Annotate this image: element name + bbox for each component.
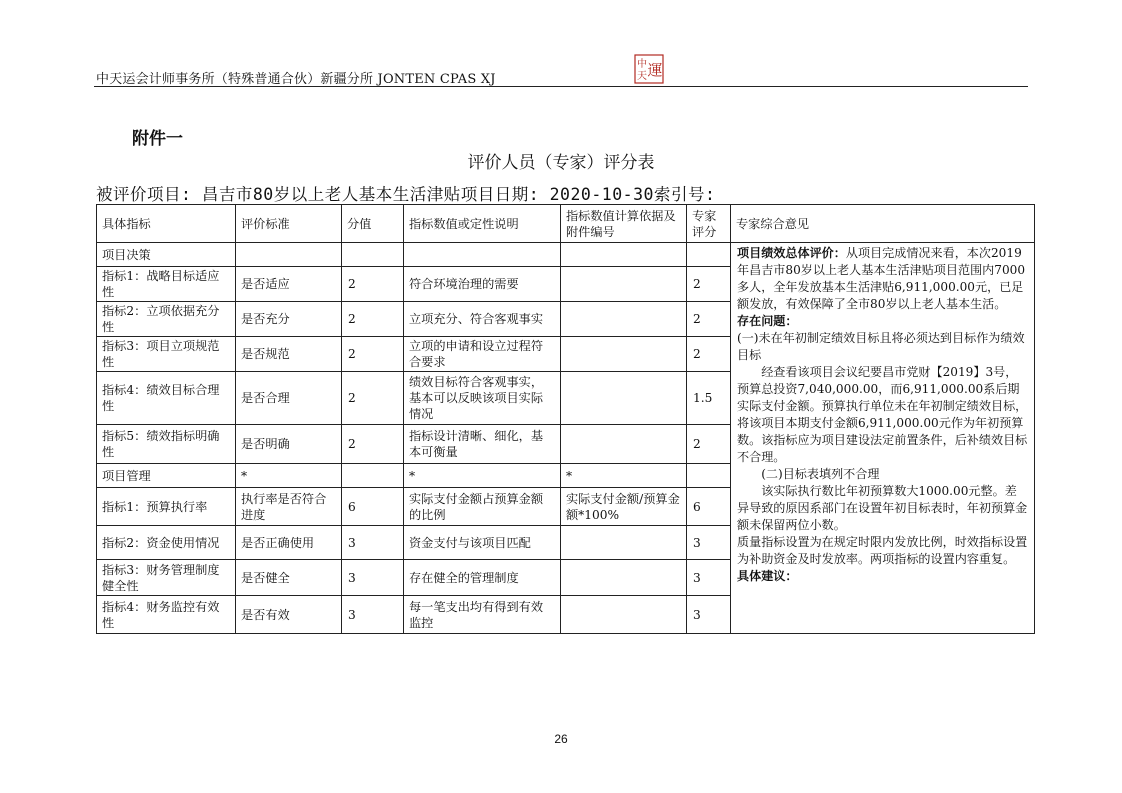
cell-score	[687, 464, 731, 488]
cell-indicator: 项目管理	[97, 464, 236, 488]
issue2-text: 该实际执行数比年初预算数大1000.00元整。差异导致的原因系部门在设置年初目标表时，年初预算金额未保留两位小数。	[737, 484, 1028, 532]
project-info-line: 被评价项目: 昌吉市80岁以上老人基本生活津贴项目日期: 2020-10-30索引号:	[96, 185, 716, 204]
header-expert-score: 专家评分	[687, 205, 731, 243]
cell-calc-basis: 实际支付金额/预算金额*100%	[561, 488, 687, 526]
cell-score	[687, 243, 731, 267]
cell-description: 符合环境治理的需要	[404, 267, 561, 302]
header-calc-basis: 指标数值计算依据及附件编号	[561, 205, 687, 243]
cell-indicator: 项目决策	[97, 243, 236, 267]
cell-description: 立项的申请和设立过程符合要求	[404, 337, 561, 372]
cell-score: 2	[687, 337, 731, 372]
cell-description: 资金支付与该项目匹配	[404, 526, 561, 560]
cell-description: 指标设计清晰、细化，基本可衡量	[404, 425, 561, 464]
cell-standard: 是否明确	[236, 425, 342, 464]
cell-points: 2	[342, 267, 404, 302]
header-divider	[94, 86, 1028, 87]
cell-standard: 是否正确使用	[236, 526, 342, 560]
cell-calc-basis: *	[561, 464, 687, 488]
summary-label: 项目绩效总体评价：	[737, 246, 846, 260]
cell-calc-basis	[561, 302, 687, 337]
firm-logo-icon	[634, 54, 664, 84]
cell-indicator: 指标5：绩效指标明确性	[97, 425, 236, 464]
cell-indicator: 指标1：预算执行率	[97, 488, 236, 526]
summary-text: 从项目完成情况来看，本次2019年昌吉市80岁以上老人基本生活津贴项目范围内7000多人，全年发放基本生活津贴6,911,000.00元，已足额发放，有效保障了全市80岁以上老人基本生活。	[737, 246, 1026, 311]
cell-indicator: 指标1：战略目标适应性	[97, 267, 236, 302]
cell-standard: 是否健全	[236, 560, 342, 596]
header-standard: 评价标准	[236, 205, 342, 243]
cell-score: 3	[687, 596, 731, 634]
logo-char: 天	[637, 71, 647, 82]
cell-standard: 执行率是否符合进度	[236, 488, 342, 526]
cell-standard: 是否规范	[236, 337, 342, 372]
cell-points: 3	[342, 596, 404, 634]
cell-description: 立项充分、符合客观事实	[404, 302, 561, 337]
cell-calc-basis	[561, 526, 687, 560]
cell-indicator: 指标4：绩效目标合理性	[97, 372, 236, 425]
issue3-text: 质量指标设置为在规定时限内发放比例，时效指标设置为补助资金及时发放率。两项指标的设置内容重复。	[737, 535, 1028, 566]
firm-header: 中天运会计师事务所（特殊普通合伙）新疆分所 JONTEN CPAS XJ	[96, 72, 496, 87]
attachment-title: 附件一	[132, 129, 183, 149]
advice-label: 具体建议：	[737, 569, 798, 583]
cell-points: 2	[342, 337, 404, 372]
cell-indicator: 指标4：财务监控有效性	[97, 596, 236, 634]
table-header-row	[97, 205, 1035, 243]
cell-points: 3	[342, 560, 404, 596]
header-points: 分值	[342, 205, 404, 243]
cell-calc-basis	[561, 560, 687, 596]
cell-points: 6	[342, 488, 404, 526]
cell-standard: 是否适应	[236, 267, 342, 302]
cell-indicator: 指标3：项目立项规范性	[97, 337, 236, 372]
issue2-title: (二)目标表填列不合理	[761, 467, 880, 481]
cell-points	[342, 464, 404, 488]
cell-description: 实际支付金额占预算金额的比例	[404, 488, 561, 526]
cell-standard: *	[236, 464, 342, 488]
cell-points: 2	[342, 372, 404, 425]
cell-description: 绩效目标符合客观事实，基本可以反映该项目实际情况	[404, 372, 561, 425]
page-number: 26	[554, 732, 568, 746]
cell-calc-basis	[561, 267, 687, 302]
header-description: 指标数值或定性说明	[404, 205, 561, 243]
cell-description: *	[404, 464, 561, 488]
evaluation-table	[96, 204, 1035, 634]
cell-score: 1.5	[687, 372, 731, 425]
issue1-title: (一)未在年初制定绩效目标且将必须达到目标作为绩效目标	[737, 331, 1025, 362]
cell-points: 2	[342, 302, 404, 337]
cell-calc-basis	[561, 596, 687, 634]
cell-score: 2	[687, 302, 731, 337]
cell-description: 存在健全的管理制度	[404, 560, 561, 596]
cell-description: 每一笔支出均有得到有效监控	[404, 596, 561, 634]
cell-points: 3	[342, 526, 404, 560]
header-indicator: 具体指标	[97, 205, 236, 243]
cell-score: 3	[687, 526, 731, 560]
cell-indicator: 指标2：资金使用情况	[97, 526, 236, 560]
issues-label: 存在问题：	[737, 314, 798, 328]
cell-description	[404, 243, 561, 267]
cell-calc-basis	[561, 372, 687, 425]
cell-calc-basis	[561, 337, 687, 372]
cell-indicator: 指标3：财务管理制度健全性	[97, 560, 236, 596]
cell-calc-basis	[561, 243, 687, 267]
logo-char: 運	[647, 61, 663, 79]
issue1-text: 经查看该项目会议纪要昌市党财【2019】3号，预算总投资7,040,000.00，而6,911,000.00系后期实际支付金额。预算执行单位未在年初制定绩效目标，将该项目本期支付金额6,911,000.00元作为年初预算数。该指标应为项目建设法定前置条件，后补绩效目标不合理。	[737, 365, 1028, 464]
cell-standard	[236, 243, 342, 267]
table-row	[97, 243, 1035, 267]
logo-char: 中	[637, 59, 647, 70]
cell-calc-basis	[561, 425, 687, 464]
expert-opinion-cell	[731, 243, 1035, 634]
cell-standard: 是否有效	[236, 596, 342, 634]
cell-score: 6	[687, 488, 731, 526]
cell-score: 3	[687, 560, 731, 596]
cell-standard: 是否充分	[236, 302, 342, 337]
cell-standard: 是否合理	[236, 372, 342, 425]
cell-points: 2	[342, 425, 404, 464]
cell-score: 2	[687, 425, 731, 464]
cell-points	[342, 243, 404, 267]
header-opinion: 专家综合意见	[731, 205, 1035, 243]
cell-score: 2	[687, 267, 731, 302]
form-title: 评价人员（专家）评分表	[467, 153, 655, 173]
cell-indicator: 指标2：立项依据充分性	[97, 302, 236, 337]
